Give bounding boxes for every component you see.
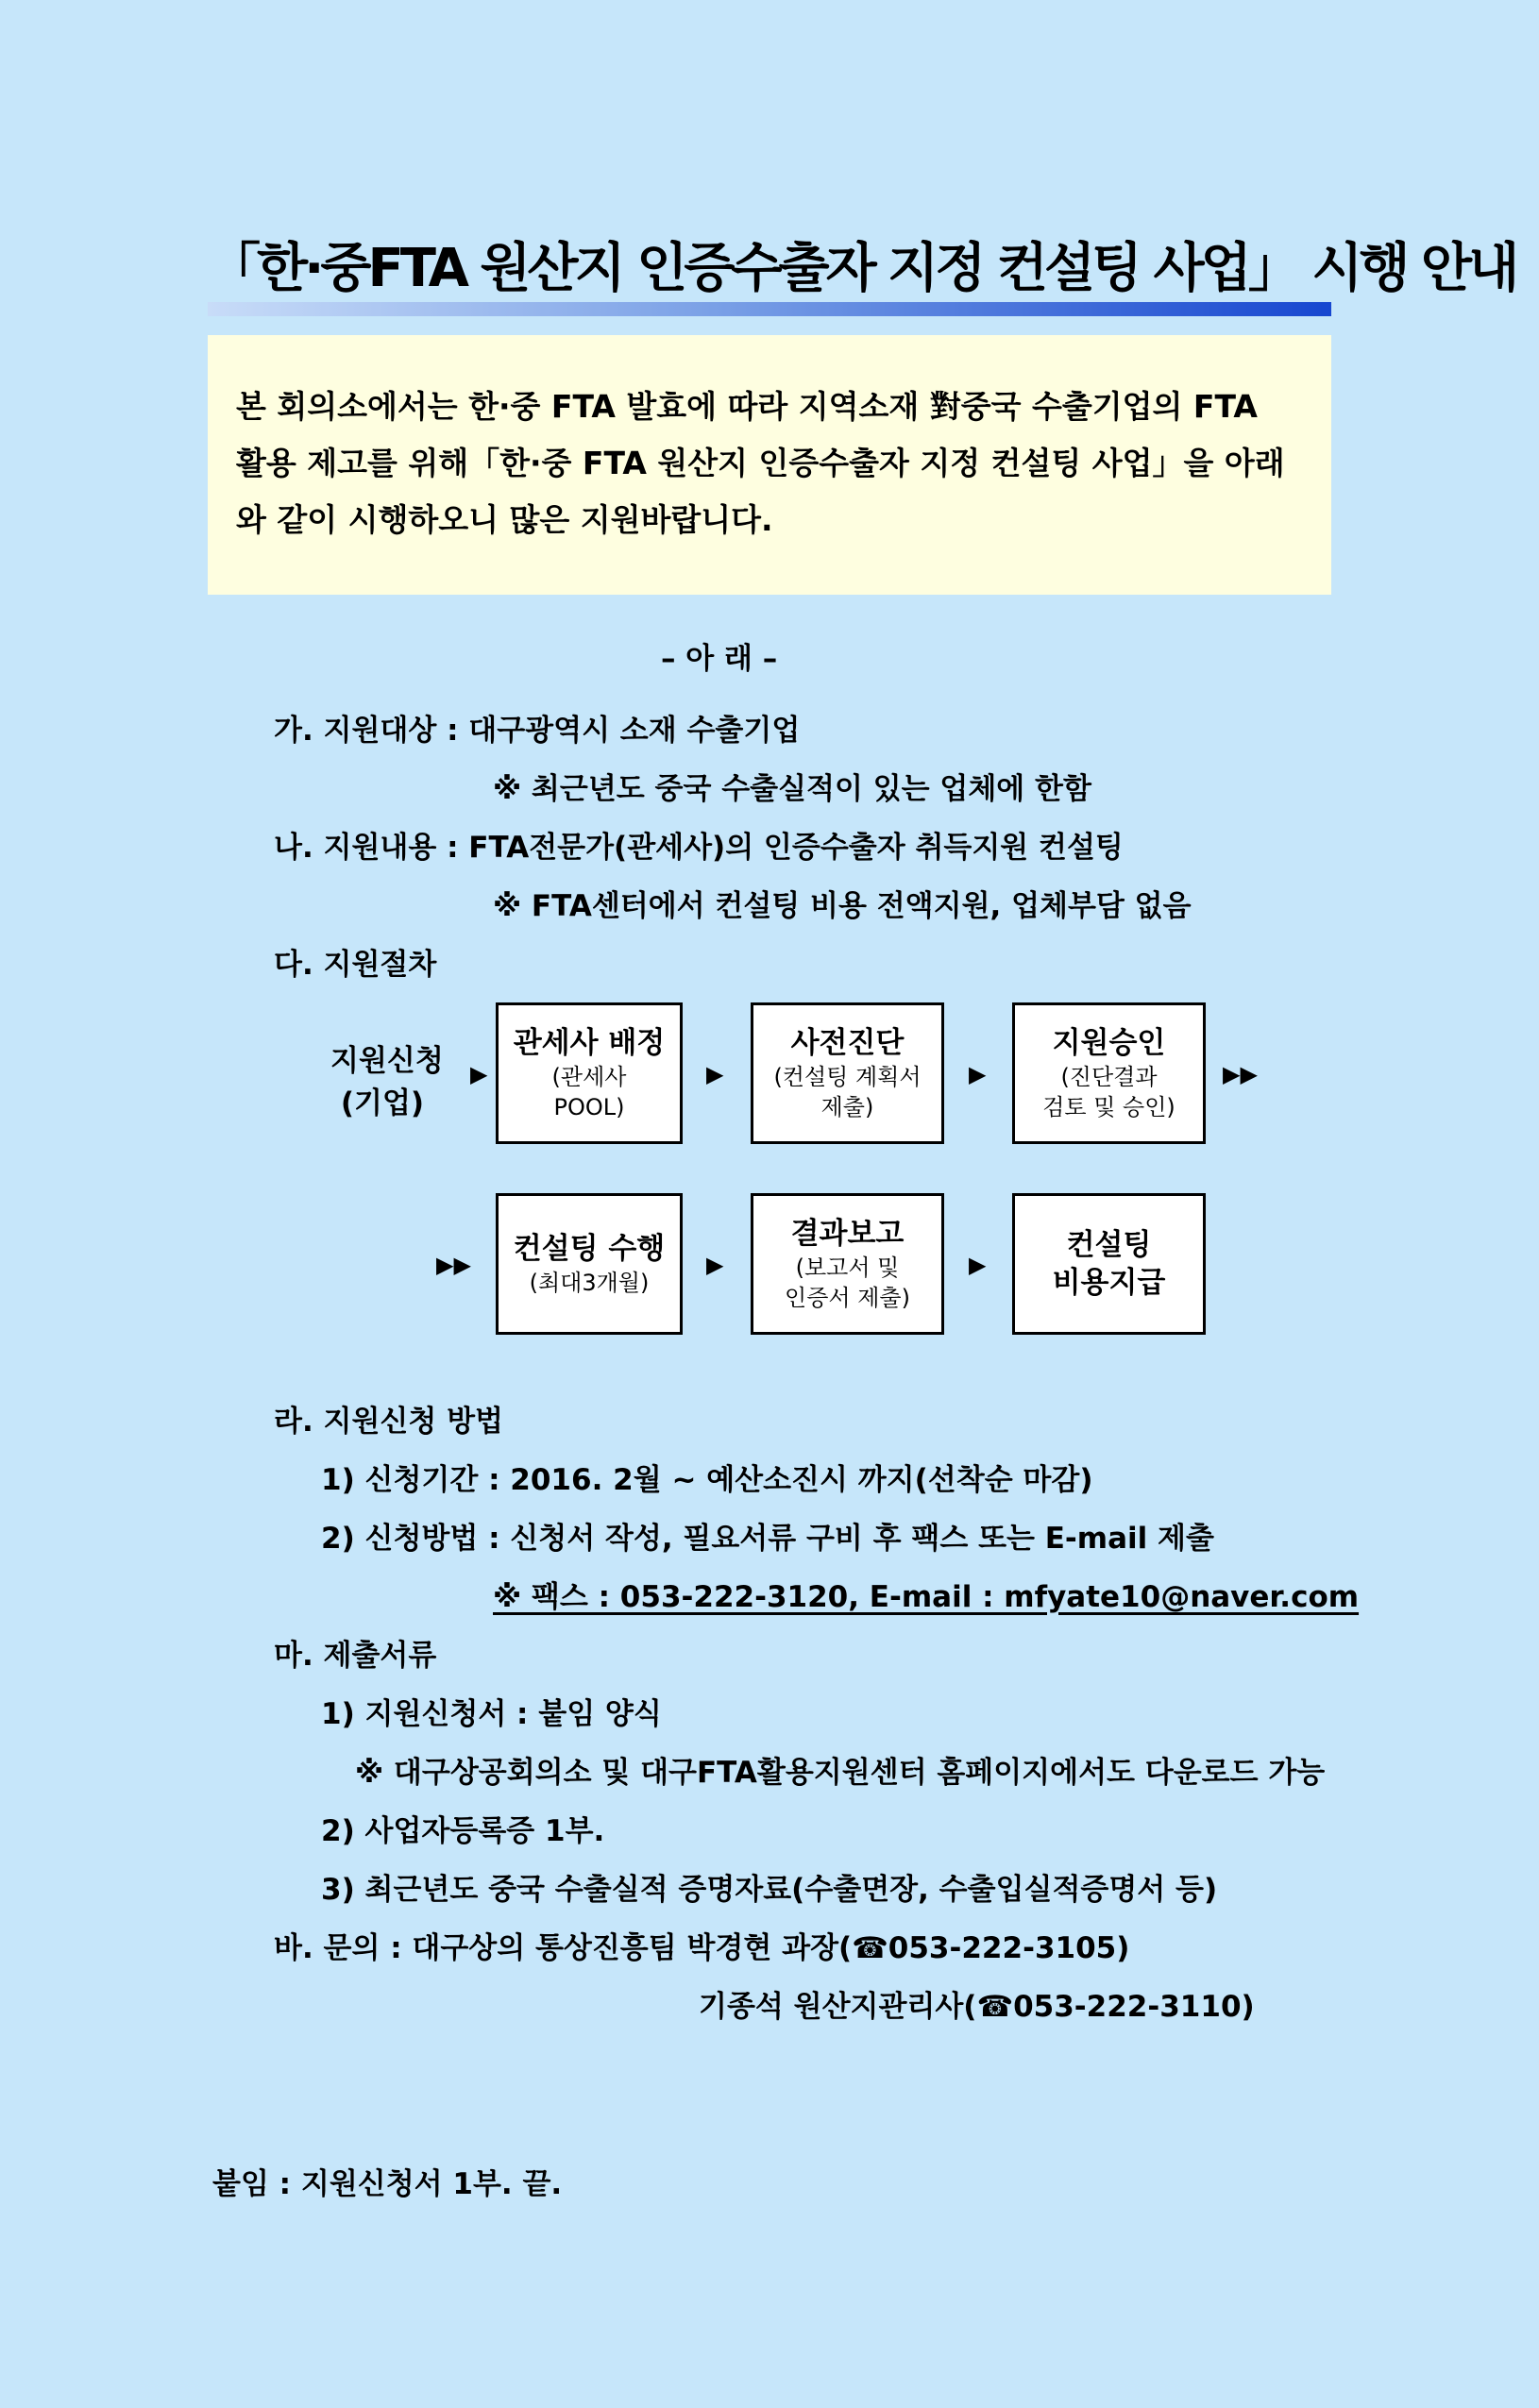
section-ma-note1: ※ 대구상공회의소 및 대구FTA활용지원센터 홈페이지에서도 다운로드 가능	[355, 1756, 1326, 1790]
attachment-note: 붙임 : 지원신청서 1부. 끝.	[212, 2167, 563, 2201]
intro-box	[208, 335, 1331, 595]
section-ba-line2: 기종석 원산지관리사(☎053-222-3110)	[699, 1990, 1255, 2024]
flow-arrow-4: ▶	[706, 1252, 724, 1278]
intro-line-3: 와 같이 시행하오니 많은 지원바랍니다.	[236, 501, 773, 538]
flow-box-approval-sub1: (진단결과	[1060, 1064, 1158, 1090]
flow-start-line2: (기업)	[340, 1086, 425, 1120]
flow-box-consulting-sub1: (최대3개월)	[529, 1270, 650, 1296]
section-ra-item1: 1) 신청기간 : 2016. 2월 ~ 예산소진시 까지(선착순 마감)	[321, 1463, 1093, 1497]
arae-heading: – 아 래 –	[661, 642, 778, 676]
section-na-label: 나. 지원내용 : FTA전문가(관세사)의 인증수출자 취득지원 컨설팅	[274, 831, 1124, 865]
flow-arrow-3: ▶	[969, 1061, 987, 1087]
flow-double-arrow-2: ▶▶	[436, 1252, 471, 1278]
flow-box-approval-sub2: 검토 및 승인)	[1042, 1094, 1175, 1120]
flow-box-diagnosis-title: 사전진단	[790, 1026, 905, 1060]
section-ra-contact-note: ※ 팩스 : 053-222-3120, E-mail : mfyate10@naver.com	[493, 1580, 1360, 1614]
flow-start-label	[330, 1036, 444, 1121]
section-ma-item2: 2) 사업자등록증 1부.	[321, 1814, 605, 1848]
section-ba-label: 바. 문의 : 대구상의 통상진흥팀 박경현 과장(☎053-222-3105)	[274, 1931, 1130, 1965]
section-ma-item1: 1) 지원신청서 : 붙임 양식	[321, 1697, 662, 1731]
intro-line-2: 활용 제고를 위해「한·중 FTA 원산지 인증수출자 지정 컨설팅 사업」을 아래	[236, 445, 1285, 481]
flow-box-diagnosis	[751, 1002, 944, 1144]
section-ga-note: ※ 최근년도 중국 수출실적이 있는 업체에 한함	[493, 772, 1091, 806]
flow-box-assign-sub1: (관세사	[551, 1064, 627, 1090]
section-ma-item3: 3) 최근년도 중국 수출실적 증명자료(수출면장, 수출입실적증명서 등)	[321, 1873, 1218, 1907]
section-ra-item2: 2) 신청방법 : 신청서 작성, 필요서류 구비 후 팩스 또는 E-mail 제출	[321, 1522, 1214, 1556]
flow-box-report-sub1: (보고서 및	[795, 1255, 900, 1281]
flow-box-report-sub2: 인증서 제출)	[785, 1285, 910, 1311]
section-ra-label: 라. 지원신청 방법	[274, 1405, 503, 1439]
flow-box-assign-title: 관세사 배정	[513, 1026, 666, 1060]
flow-box-report	[751, 1193, 944, 1335]
flow-box-consulting-title: 컨설팅 수행	[513, 1232, 666, 1266]
section-ga-label: 가. 지원대상 : 대구광역시 소재 수출기업	[274, 714, 801, 748]
section-ma-label: 마. 제출서류	[274, 1639, 437, 1673]
flow-arrow-1: ▶	[470, 1061, 488, 1087]
flow-box-report-title: 결과보고	[790, 1217, 905, 1251]
flow-box-payment	[1012, 1193, 1206, 1335]
section-na-note: ※ FTA센터에서 컨설팅 비용 전액지원, 업체부담 없음	[493, 889, 1192, 923]
flow-start-line1: 지원신청	[330, 1044, 444, 1078]
flow-box-approval	[1012, 1002, 1206, 1144]
flow-double-arrow-1: ▶▶	[1223, 1061, 1258, 1087]
flow-box-assign-sub2: POOL)	[553, 1094, 625, 1120]
flow-box-payment-title: 컨설팅	[1066, 1228, 1152, 1262]
flow-box-consulting	[496, 1193, 683, 1335]
flow-box-diagnosis-sub2: 제출)	[820, 1094, 874, 1120]
flow-arrow-2: ▶	[706, 1061, 724, 1087]
title-underline-bar	[208, 302, 1331, 316]
flow-arrow-5: ▶	[969, 1252, 987, 1278]
flow-box-payment-title2: 비용지급	[1052, 1266, 1166, 1300]
intro-line-1: 본 회의소에서는 한·중 FTA 발효에 따라 지역소재 對중국 수출기업의 FTA	[236, 388, 1258, 425]
flow-box-diagnosis-sub1: (컨설팅 계획서	[773, 1064, 922, 1090]
flow-box-assign	[496, 1002, 683, 1144]
flow-box-approval-title: 지원승인	[1052, 1026, 1166, 1060]
page-title: 「한·중FTA 원산지 인증수출자 지정 컨설팅 사업」 시행 안내	[208, 238, 1516, 299]
section-da-label: 다. 지원절차	[274, 948, 437, 982]
